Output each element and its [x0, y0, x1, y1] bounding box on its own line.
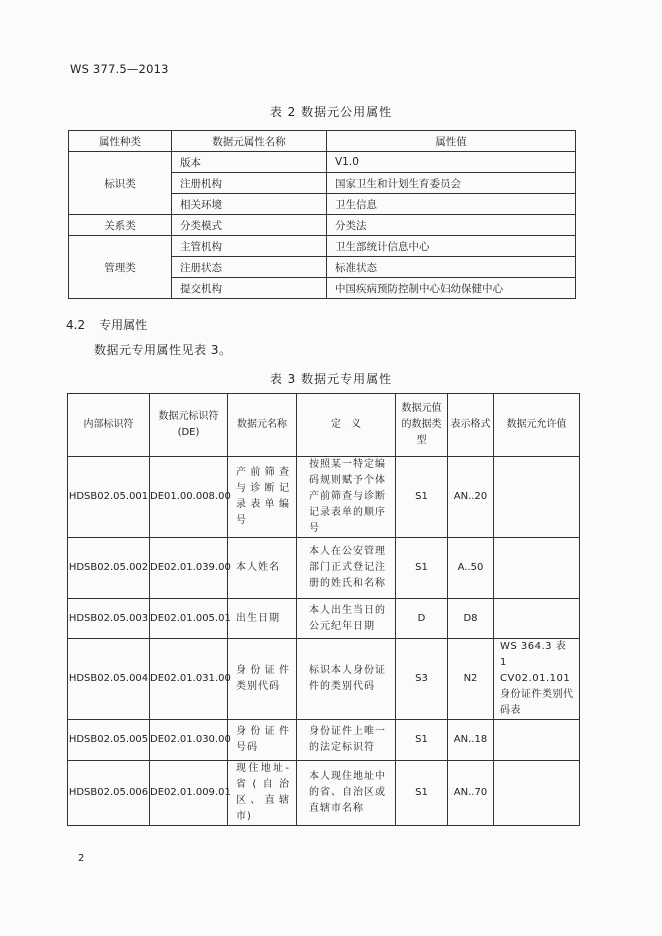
allowed-value-cell [494, 639, 580, 720]
definition-cell [297, 599, 396, 639]
section-title: 专用属性 [99, 318, 148, 332]
de-id-cell: DE02.01.031.00 [150, 639, 228, 720]
data-type-cell: S1 [396, 720, 448, 761]
de-id-cell: DE02.01.009.01 [150, 761, 228, 826]
category-cell: 标识类 [69, 152, 172, 215]
table-row [68, 639, 580, 720]
table-header-row [68, 394, 580, 457]
column-header: 数据元属性名称 [172, 131, 327, 152]
column-header: 定 义 [297, 394, 396, 457]
definition-cell [297, 720, 396, 761]
attribute-value-cell: 国家卫生和计划生育委员会 [327, 173, 576, 194]
document-code: WS 377.5—2013 [70, 62, 169, 76]
attribute-name-cell: 分类模式 [172, 215, 327, 236]
common-attributes-table [68, 130, 576, 299]
table3-caption: 表 3 数据元专用属性 [269, 372, 393, 386]
column-header: 内部标识符 [68, 394, 150, 457]
attribute-name-cell: 相关环境 [172, 194, 327, 215]
de-id-cell: DE02.01.039.00 [150, 538, 228, 599]
attribute-value-cell: 卫生部统计信息中心 [327, 236, 576, 257]
internal-id-cell: HDSB02.05.003 [68, 599, 150, 639]
attribute-name-cell: 注册机构 [172, 173, 327, 194]
data-type-cell: S3 [396, 639, 448, 720]
internal-id-cell: HDSB02.05.005 [68, 720, 150, 761]
name-text: 本人姓名 [236, 562, 280, 573]
table-row [68, 538, 580, 599]
column-header: 属性值 [327, 131, 576, 152]
definition-cell [297, 538, 396, 599]
column-header: 数据元名称 [228, 394, 297, 457]
definition-cell [297, 457, 396, 538]
allowed-value-cell [494, 720, 580, 761]
column-header: 数据元标识符(DE) [150, 394, 228, 457]
format-cell: N2 [448, 639, 494, 720]
name-text: 出生日期 [236, 612, 280, 624]
column-header: 数据元值的数据类型 [396, 394, 448, 457]
de-id-cell: DE02.01.005.01 [150, 599, 228, 639]
table-row [68, 761, 580, 826]
de-id-cell: DE01.00.008.00 [150, 457, 228, 538]
format-cell: D8 [448, 599, 494, 639]
column-header: 数据元允许值 [494, 394, 580, 457]
name-text: 产前筛查与诊断记录表单编号 [236, 467, 290, 526]
name-cell [228, 599, 297, 639]
name-cell [228, 761, 297, 826]
table-row [69, 236, 576, 257]
table-header-row [69, 131, 576, 152]
table-row [68, 720, 580, 761]
specific-attributes-table [67, 393, 580, 826]
table-row [69, 152, 576, 173]
internal-id-cell: HDSB02.05.002 [68, 538, 150, 599]
format-cell: AN..18 [448, 720, 494, 761]
data-type-cell: S1 [396, 761, 448, 826]
body-paragraph: 数据元专用属性见表 3。 [94, 343, 232, 357]
name-text: 现住地址-省(自治区、直辖市) [236, 763, 290, 822]
allowed-value-cell [494, 538, 580, 599]
format-cell: AN..70 [448, 761, 494, 826]
definition-text: 按照某一特定编码规则赋予个体产前筛查与诊断记录表单的顺序号 [309, 459, 386, 534]
attribute-name-cell: 注册状态 [172, 257, 327, 278]
internal-id-cell: HDSB02.05.006 [68, 761, 150, 826]
name-cell [228, 720, 297, 761]
attribute-name-cell: 版本 [172, 152, 327, 173]
definition-text: 本人现住地址中的省、自治区或直辖市名称 [309, 771, 386, 814]
allowed-value-cell [494, 761, 580, 826]
definition-text: 标识本人身份证件的类别代码 [309, 665, 386, 692]
definition-cell [297, 639, 396, 720]
allowed-value-text: WS 364.3 表 1 CV02.01.101 身份证件类别代码表 [500, 641, 574, 716]
table-row [69, 215, 576, 236]
table-row [68, 599, 580, 639]
definition-text: 本人在公安管理部门正式登记注册的姓氏和名称 [309, 546, 386, 589]
category-cell: 关系类 [69, 215, 172, 236]
data-type-cell: D [396, 599, 448, 639]
definition-text: 身份证件上唯一的法定标识符 [309, 726, 386, 753]
allowed-value-cell [494, 599, 580, 639]
name-cell [228, 538, 297, 599]
category-cell: 管理类 [69, 236, 172, 299]
definition-cell [297, 761, 396, 826]
format-cell: A..50 [448, 538, 494, 599]
definition-text: 本人出生当日的公元纪年日期 [309, 604, 386, 632]
attribute-value-cell: 中国疾病预防控制中心妇幼保健中心 [327, 278, 576, 299]
name-text: 身份证件类别代码 [236, 665, 290, 692]
data-type-cell: S1 [396, 457, 448, 538]
allowed-value-cell [494, 457, 580, 538]
table2-caption: 表 2 数据元公用属性 [269, 105, 393, 119]
attribute-value-cell: 标准状态 [327, 257, 576, 278]
attribute-value-cell: V1.0 [327, 152, 576, 173]
name-cell [228, 457, 297, 538]
internal-id-cell: HDSB02.05.004 [68, 639, 150, 720]
section-number: 4.2 [66, 318, 86, 332]
attribute-name-cell: 提交机构 [172, 278, 327, 299]
column-header: 表示格式 [448, 394, 494, 457]
table-row [68, 457, 580, 538]
attribute-value-cell: 卫生信息 [327, 194, 576, 215]
data-type-cell: S1 [396, 538, 448, 599]
internal-id-cell: HDSB02.05.001 [68, 457, 150, 538]
name-cell [228, 639, 297, 720]
de-id-cell: DE02.01.030.00 [150, 720, 228, 761]
page-number: 2 [78, 853, 85, 864]
format-cell: AN..20 [448, 457, 494, 538]
column-header: 属性种类 [69, 131, 172, 152]
attribute-name-cell: 主管机构 [172, 236, 327, 257]
attribute-value-cell: 分类法 [327, 215, 576, 236]
name-text: 身份证件号码 [236, 726, 290, 753]
section-heading [66, 316, 147, 333]
